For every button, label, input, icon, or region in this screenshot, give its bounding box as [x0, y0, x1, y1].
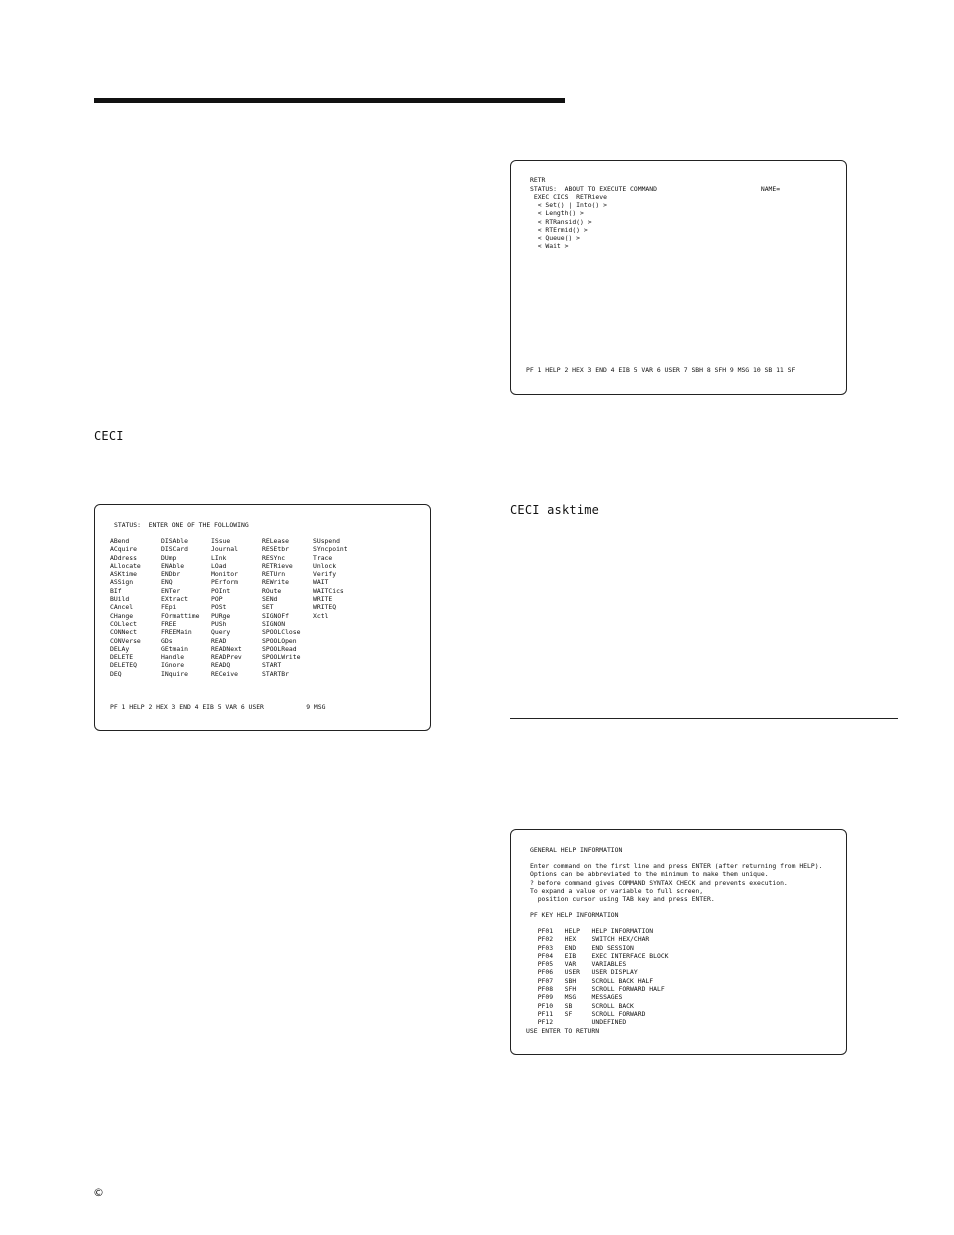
pf-key-list: PF01 HELP HELP INFORMATION PF02 HEX SWITCH HEX/CHAR PF03 END END SESSION PF04 EIB EXEC INTERFACE BLOCK PF05 VAR VARIABLES PF06 USER USER DISPLAY PF07 SBH SCROLL BACK HALF PF08 SFH SCROLL FORWARD HALF PF09 MSG MESSAGES PF10 SB SCROLL BACK PF11 SF SCROLL FORWARD PF12 UNDEFINED [537, 927, 669, 1027]
retr-option: < Wait > [530, 242, 569, 250]
retr-option: < Set() | Into() > [530, 201, 607, 209]
help-footer: USE ENTER TO RETURN [526, 1027, 600, 1035]
command-column: ISsue Journal LInk LOad Monitor PErform POInt POP POSt PURge PUSh Query READ READNext READPrev READQ RECeive [211, 537, 242, 678]
retr-pf-key-line: PF 1 HELP 2 HEX 3 END 4 EIB 5 VAR 6 USER 7 SBH 8 SFH 9 MSG 10 SB 11 SF [526, 366, 796, 374]
section-rule [510, 718, 898, 719]
command-column: SUspend SYncpoint Trace Unlock Verify WAIT WAITCics WRITE WRITEQ Xctl [313, 537, 348, 620]
pf-key-help-title: PF KEY HELP INFORMATION [530, 911, 619, 919]
command-column: DISAble DISCard DUmp ENAble ENDbr ENQ ENTer EXtract FEpi FOrmattime FREE FREEMain GDs GEtmain Handle IGnore INquire [161, 537, 200, 678]
header-rule [94, 98, 565, 103]
retr-option: < RTErmid() > [530, 226, 588, 234]
command-ceci: CECI [94, 429, 124, 443]
ceci-status: STATUS: ENTER ONE OF THE FOLLOWING [114, 521, 249, 529]
command-column: RELease RESEtbr RESYnc RETRieve RETUrn REWrite ROute SENd SET SIGNOFf SIGNON SPOOLClose SPOOLOpen SPOOLRead SPOOLWrite START STARTBr [262, 537, 301, 678]
retr-option: < Length() > [530, 209, 584, 217]
retr-option: < Queue() > [530, 234, 581, 242]
screen-general-help [510, 829, 847, 1055]
retr-exec-line: EXEC CICS RETRieve [530, 193, 607, 201]
ceci-pf-key-line: PF 1 HELP 2 HEX 3 END 4 EIB 5 VAR 6 USER 9 MSG [110, 703, 326, 711]
copyright-symbol: © [93, 1186, 104, 1199]
help-intro: Enter command on the first line and press ENTER (after returning from HELP). Options can be abbreviated to the minimum to make them unique. ? before command gives COMMAND SYNTAX CHECK and prevents execution. To expand a value or variable to full screen, position cursor using TAB key and press ENTER. [530, 862, 823, 904]
command-ceci-asktime: CECI asktime [510, 503, 600, 517]
screen-ceci-commands [94, 504, 431, 731]
command-column: ABend ACquire ADdress ALlocate ASKtime ASSign BIf BUild CAncel CHange COLlect CONNect CONVerse DELAy DELETE DELETEQ DEQ [110, 537, 141, 678]
screen-retrieve [510, 160, 847, 395]
retr-title: RETR [530, 176, 546, 184]
retr-option: < RTRansid() > [530, 218, 592, 226]
retr-status: STATUS: ABOUT TO EXECUTE COMMAND NAME= [530, 185, 781, 193]
help-title: GENERAL HELP INFORMATION [530, 846, 623, 854]
